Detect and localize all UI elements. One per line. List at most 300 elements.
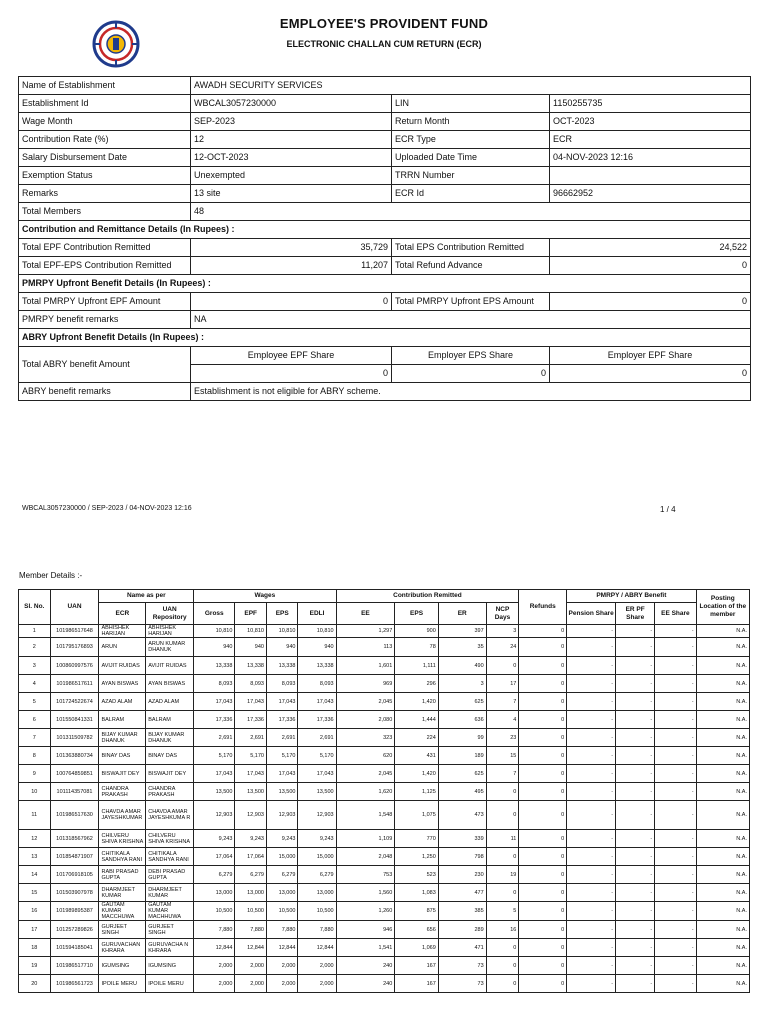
cell-pension-share: - bbox=[567, 765, 616, 783]
cell-name-ecr: BINAY DAS bbox=[99, 747, 146, 765]
cell-gross: 7,880 bbox=[194, 921, 235, 939]
cell-er-pf-share: - bbox=[616, 848, 655, 866]
cell-name-uan-repository: CHANDRA PRAKASH bbox=[146, 783, 194, 801]
cell-epf-wages: 2,691 bbox=[235, 729, 267, 747]
cell-sl-no: 10 bbox=[19, 783, 51, 801]
cell-gross: 17,064 bbox=[194, 848, 235, 866]
cell-refunds: 0 bbox=[519, 625, 567, 638]
cell-ee-share: - bbox=[655, 638, 696, 657]
cell-er-pf-share: - bbox=[616, 657, 655, 675]
cell-ncp-days: 0 bbox=[486, 939, 519, 957]
cell-epf-wages: 12,903 bbox=[235, 801, 267, 830]
cell-eps-contribution: 224 bbox=[395, 729, 439, 747]
trrn-number bbox=[550, 167, 751, 185]
cell-edli-wages: 10,500 bbox=[298, 902, 336, 921]
cell-ncp-days: 4 bbox=[486, 711, 519, 729]
label-exemption-status: Exemption Status bbox=[19, 167, 191, 185]
cell-epf-wages: 5,170 bbox=[235, 747, 267, 765]
cell-edli-wages: 2,000 bbox=[298, 957, 336, 975]
cell-ee: 969 bbox=[336, 675, 395, 693]
cell-ee: 620 bbox=[336, 747, 395, 765]
cell-posting-location: N.A. bbox=[696, 957, 749, 975]
cell-sl-no: 4 bbox=[19, 675, 51, 693]
cell-edli-wages: 13,500 bbox=[298, 783, 336, 801]
cell-sl-no: 20 bbox=[19, 975, 51, 993]
cell-refunds: 0 bbox=[519, 830, 567, 848]
cell-eps-contribution: 1,069 bbox=[395, 939, 439, 957]
cell-er-pf-share: - bbox=[616, 866, 655, 884]
cell-refunds: 0 bbox=[519, 939, 567, 957]
cell-refunds: 0 bbox=[519, 765, 567, 783]
cell-sl-no: 13 bbox=[19, 848, 51, 866]
cell-epf-wages: 8,093 bbox=[235, 675, 267, 693]
cell-eps-contribution: 167 bbox=[395, 975, 439, 993]
cell-epf-wages: 6,279 bbox=[235, 866, 267, 884]
table-row bbox=[19, 693, 750, 711]
cell-ncp-days: 7 bbox=[486, 765, 519, 783]
header-ncp-days: NCP Days bbox=[486, 603, 519, 625]
cell-eps-contribution: 1,125 bbox=[395, 783, 439, 801]
cell-epf-wages: 10,810 bbox=[235, 625, 267, 638]
cell-pension-share: - bbox=[567, 625, 616, 638]
label-abry-remarks: ABRY benefit remarks bbox=[19, 383, 191, 401]
cell-uan: 100860997576 bbox=[50, 657, 99, 675]
cell-epf-wages: 17,043 bbox=[235, 693, 267, 711]
cell-pension-share: - bbox=[567, 884, 616, 902]
cell-refunds: 0 bbox=[519, 783, 567, 801]
header-pension-share: Pension Share bbox=[567, 603, 616, 625]
cell-ee-share: - bbox=[655, 848, 696, 866]
label-total-members: Total Members bbox=[19, 203, 191, 221]
cell-name-ecr: BISWAJIT DEY bbox=[99, 765, 146, 783]
cell-edli-wages: 2,000 bbox=[298, 975, 336, 993]
label-total-eps: Total EPS Contribution Remitted bbox=[392, 239, 550, 257]
cell-eps-wages: 7,880 bbox=[266, 921, 298, 939]
cell-name-ecr: AVIJIT RUIDAS bbox=[99, 657, 146, 675]
cell-epf-wages: 10,500 bbox=[235, 902, 267, 921]
cell-er-pf-share: - bbox=[616, 783, 655, 801]
table-row bbox=[19, 783, 750, 801]
table-row bbox=[19, 848, 750, 866]
table-row bbox=[19, 866, 750, 884]
cell-uan: 101550841331 bbox=[50, 711, 99, 729]
cell-uan: 101986517611 bbox=[50, 675, 99, 693]
cell-er: 477 bbox=[438, 884, 486, 902]
cell-er-pf-share: - bbox=[616, 957, 655, 975]
cell-eps-wages: 12,844 bbox=[266, 939, 298, 957]
cell-edli-wages: 2,691 bbox=[298, 729, 336, 747]
cell-eps-contribution: 1,111 bbox=[395, 657, 439, 675]
cell-gross: 10,500 bbox=[194, 902, 235, 921]
cell-name-uan-repository: AYAN BISWAS bbox=[146, 675, 194, 693]
table-row bbox=[19, 625, 750, 638]
cell-edli-wages: 15,000 bbox=[298, 848, 336, 866]
table-row bbox=[19, 711, 750, 729]
abry-col-employer-eps: Employer EPS Share bbox=[392, 347, 550, 365]
cell-posting-location: N.A. bbox=[696, 729, 749, 747]
cell-gross: 13,500 bbox=[194, 783, 235, 801]
table-row bbox=[19, 729, 750, 747]
pmrpy-heading: PMRPY Upfront Benefit Details (In Rupees) : bbox=[19, 275, 751, 293]
cell-eps-contribution: 656 bbox=[395, 921, 439, 939]
cell-er-pf-share: - bbox=[616, 675, 655, 693]
cell-er-pf-share: - bbox=[616, 765, 655, 783]
cell-name-ecr: AYAN BISWAS bbox=[99, 675, 146, 693]
cell-refunds: 0 bbox=[519, 902, 567, 921]
cell-er-pf-share: - bbox=[616, 747, 655, 765]
cell-ee-share: - bbox=[655, 902, 696, 921]
cell-ee-share: - bbox=[655, 783, 696, 801]
cell-ee: 240 bbox=[336, 957, 395, 975]
cell-ee-share: - bbox=[655, 625, 696, 638]
cell-refunds: 0 bbox=[519, 729, 567, 747]
header-pmrpy-abry: PMRPY / ABRY Benefit bbox=[567, 590, 696, 603]
cell-eps-wages: 13,338 bbox=[266, 657, 298, 675]
abry-col-employer-epf: Employer EPF Share bbox=[550, 347, 751, 365]
cell-name-uan-repository: DHARMJEET KUMAR bbox=[146, 884, 194, 902]
table-row bbox=[19, 884, 750, 902]
cell-eps-contribution: 875 bbox=[395, 902, 439, 921]
cell-epf-wages: 7,880 bbox=[235, 921, 267, 939]
table-row bbox=[19, 801, 750, 830]
cell-name-uan-repository: IGUMSING bbox=[146, 957, 194, 975]
abry-heading: ABRY Upfront Benefit Details (In Rupees) : bbox=[19, 329, 751, 347]
cell-ncp-days: 15 bbox=[486, 747, 519, 765]
cell-posting-location: N.A. bbox=[696, 675, 749, 693]
cell-refunds: 0 bbox=[519, 693, 567, 711]
cell-uan: 101363880734 bbox=[50, 747, 99, 765]
cell-ee: 113 bbox=[336, 638, 395, 657]
cell-pension-share: - bbox=[567, 902, 616, 921]
cell-ee: 753 bbox=[336, 866, 395, 884]
cell-er: 636 bbox=[438, 711, 486, 729]
cell-ee: 1,260 bbox=[336, 902, 395, 921]
cell-name-ecr: CHILVERU SHIVA KRISHNA bbox=[99, 830, 146, 848]
cell-gross: 2,691 bbox=[194, 729, 235, 747]
cell-gross: 2,000 bbox=[194, 975, 235, 993]
cell-epf-wages: 940 bbox=[235, 638, 267, 657]
cell-name-uan-repository: DEBI PRASAD GUPTA bbox=[146, 866, 194, 884]
cell-sl-no: 18 bbox=[19, 939, 51, 957]
cell-epf-wages: 17,064 bbox=[235, 848, 267, 866]
cell-refunds: 0 bbox=[519, 884, 567, 902]
table-row bbox=[19, 657, 750, 675]
cell-pension-share: - bbox=[567, 830, 616, 848]
label-ecr-id: ECR Id bbox=[392, 185, 550, 203]
cell-gross: 13,000 bbox=[194, 884, 235, 902]
table-row bbox=[19, 975, 750, 993]
lin-value: 1150255735 bbox=[550, 95, 751, 113]
cell-pension-share: - bbox=[567, 729, 616, 747]
cell-ee-share: - bbox=[655, 693, 696, 711]
cell-ee-share: - bbox=[655, 729, 696, 747]
cell-epf-wages: 17,043 bbox=[235, 765, 267, 783]
cell-name-ecr: GURUVACHAN KHRARA bbox=[99, 939, 146, 957]
cell-er-pf-share: - bbox=[616, 830, 655, 848]
cell-ee: 1,601 bbox=[336, 657, 395, 675]
cell-ee-share: - bbox=[655, 711, 696, 729]
cell-ee-share: - bbox=[655, 939, 696, 957]
cell-uan: 101795176893 bbox=[50, 638, 99, 657]
cell-ee: 1,548 bbox=[336, 801, 395, 830]
cell-gross: 17,043 bbox=[194, 693, 235, 711]
cell-uan: 101594185041 bbox=[50, 939, 99, 957]
label-establishment-id: Establishment Id bbox=[19, 95, 191, 113]
cell-er-pf-share: - bbox=[616, 975, 655, 993]
cell-eps-contribution: 1,420 bbox=[395, 693, 439, 711]
cell-eps-contribution: 900 bbox=[395, 625, 439, 638]
cell-refunds: 0 bbox=[519, 921, 567, 939]
cell-gross: 8,093 bbox=[194, 675, 235, 693]
ecr-type: ECR bbox=[550, 131, 751, 149]
cell-posting-location: N.A. bbox=[696, 783, 749, 801]
cell-ee: 2,048 bbox=[336, 848, 395, 866]
cell-name-ecr: GURJEET SINGH bbox=[99, 921, 146, 939]
cell-eps-contribution: 770 bbox=[395, 830, 439, 848]
cell-er-pf-share: - bbox=[616, 921, 655, 939]
cell-uan: 101854871907 bbox=[50, 848, 99, 866]
abry-col-employee-epf: Employee EPF Share bbox=[191, 347, 392, 365]
header-eps: EPS bbox=[266, 603, 298, 625]
cell-sl-no: 15 bbox=[19, 884, 51, 902]
cell-uan: 101986561723 bbox=[50, 975, 99, 993]
cell-er: 73 bbox=[438, 957, 486, 975]
cell-uan: 101114357081 bbox=[50, 783, 99, 801]
cell-sl-no: 3 bbox=[19, 657, 51, 675]
cell-pension-share: - bbox=[567, 957, 616, 975]
cell-gross: 10,810 bbox=[194, 625, 235, 638]
table-row bbox=[19, 939, 750, 957]
cell-uan: 101986517710 bbox=[50, 957, 99, 975]
cell-edli-wages: 6,279 bbox=[298, 866, 336, 884]
cell-ncp-days: 7 bbox=[486, 693, 519, 711]
header-contribution-remitted: Contribution Remitted bbox=[336, 590, 519, 603]
cell-ee-share: - bbox=[655, 884, 696, 902]
cell-edli-wages: 9,243 bbox=[298, 830, 336, 848]
cell-uan: 101986517648 bbox=[50, 625, 99, 638]
cell-ee: 2,045 bbox=[336, 693, 395, 711]
cell-ncp-days: 0 bbox=[486, 848, 519, 866]
cell-eps-wages: 8,093 bbox=[266, 675, 298, 693]
cell-ee-share: - bbox=[655, 765, 696, 783]
pmrpy-remarks: NA bbox=[191, 311, 751, 329]
header-edli: EDLI bbox=[298, 603, 336, 625]
cell-ncp-days: 16 bbox=[486, 921, 519, 939]
label-pmrpy-eps: Total PMRPY Upfront EPS Amount bbox=[392, 293, 550, 311]
cell-gross: 12,903 bbox=[194, 801, 235, 830]
cell-ncp-days: 19 bbox=[486, 866, 519, 884]
cell-name-ecr: BALRAM bbox=[99, 711, 146, 729]
cell-eps-contribution: 1,083 bbox=[395, 884, 439, 902]
header-epf: EPF bbox=[235, 603, 267, 625]
cell-uan: 101318567962 bbox=[50, 830, 99, 848]
cell-eps-wages: 12,903 bbox=[266, 801, 298, 830]
cell-er-pf-share: - bbox=[616, 638, 655, 657]
label-ecr-type: ECR Type bbox=[392, 131, 550, 149]
table-row bbox=[19, 921, 750, 939]
cell-er-pf-share: - bbox=[616, 693, 655, 711]
cell-gross: 12,844 bbox=[194, 939, 235, 957]
cell-name-uan-repository: GAUTAM KUMAR MACHHUWA bbox=[146, 902, 194, 921]
cell-er-pf-share: - bbox=[616, 711, 655, 729]
abry-employee-epf: 0 bbox=[191, 365, 392, 383]
cell-epf-wages: 2,000 bbox=[235, 975, 267, 993]
header-ee: EE bbox=[336, 603, 395, 625]
cell-refunds: 0 bbox=[519, 975, 567, 993]
cell-uan: 101706918105 bbox=[50, 866, 99, 884]
label-wage-month: Wage Month bbox=[19, 113, 191, 131]
cell-ee-share: - bbox=[655, 801, 696, 830]
cell-uan: 101989895387 bbox=[50, 902, 99, 921]
cell-name-uan-repository: BALRAM bbox=[146, 711, 194, 729]
cell-ee-share: - bbox=[655, 921, 696, 939]
cell-name-ecr: ABHISHEK HARIJAN bbox=[99, 625, 146, 638]
cell-edli-wages: 7,880 bbox=[298, 921, 336, 939]
header-refunds: Refunds bbox=[519, 590, 567, 625]
contribution-rate: 12 bbox=[191, 131, 392, 149]
establishment-name: AWADH SECURITY SERVICES bbox=[191, 77, 751, 95]
cell-eps-contribution: 431 bbox=[395, 747, 439, 765]
cell-eps-wages: 2,000 bbox=[266, 957, 298, 975]
cell-name-uan-repository: BINAY DAS bbox=[146, 747, 194, 765]
cell-er: 490 bbox=[438, 657, 486, 675]
cell-name-ecr: BIJAY KUMAR DHANUK bbox=[99, 729, 146, 747]
cell-edli-wages: 13,000 bbox=[298, 884, 336, 902]
total-epf: 35,729 bbox=[191, 239, 392, 257]
cell-posting-location: N.A. bbox=[696, 921, 749, 939]
cell-sl-no: 5 bbox=[19, 693, 51, 711]
member-details-table bbox=[18, 589, 750, 993]
cell-name-uan-repository: AZAD ALAM bbox=[146, 693, 194, 711]
cell-ee: 240 bbox=[336, 975, 395, 993]
label-remarks: Remarks bbox=[19, 185, 191, 203]
cell-er: 471 bbox=[438, 939, 486, 957]
cell-gross: 940 bbox=[194, 638, 235, 657]
pmrpy-epf: 0 bbox=[191, 293, 392, 311]
cell-ee: 2,045 bbox=[336, 765, 395, 783]
label-total-refund: Total Refund Advance bbox=[392, 257, 550, 275]
cell-ee: 1,541 bbox=[336, 939, 395, 957]
cell-er: 339 bbox=[438, 830, 486, 848]
cell-gross: 5,170 bbox=[194, 747, 235, 765]
cell-epf-wages: 13,338 bbox=[235, 657, 267, 675]
cell-edli-wages: 12,903 bbox=[298, 801, 336, 830]
cell-eps-wages: 17,336 bbox=[266, 711, 298, 729]
pmrpy-eps: 0 bbox=[550, 293, 751, 311]
cell-ncp-days: 0 bbox=[486, 975, 519, 993]
cell-posting-location: N.A. bbox=[696, 711, 749, 729]
cell-posting-location: N.A. bbox=[696, 638, 749, 657]
cell-ncp-days: 3 bbox=[486, 625, 519, 638]
label-pmrpy-remarks: PMRPY benefit remarks bbox=[19, 311, 191, 329]
cell-ncp-days: 0 bbox=[486, 657, 519, 675]
label-name-of-establishment: Name of Establishment bbox=[19, 77, 191, 95]
table-row bbox=[19, 747, 750, 765]
header-wages: Wages bbox=[194, 590, 336, 603]
cell-ee: 2,080 bbox=[336, 711, 395, 729]
cell-name-ecr: CHAVDA AMAR JAYESHKUMAR bbox=[99, 801, 146, 830]
cell-epf-wages: 12,844 bbox=[235, 939, 267, 957]
label-trrn-number: TRRN Number bbox=[392, 167, 550, 185]
cell-posting-location: N.A. bbox=[696, 693, 749, 711]
header-uan: UAN bbox=[50, 590, 99, 625]
total-epf-eps: 11,207 bbox=[191, 257, 392, 275]
cell-refunds: 0 bbox=[519, 711, 567, 729]
cell-pension-share: - bbox=[567, 801, 616, 830]
cell-er: 473 bbox=[438, 801, 486, 830]
cell-er: 35 bbox=[438, 638, 486, 657]
cell-sl-no: 11 bbox=[19, 801, 51, 830]
cell-eps-wages: 10,500 bbox=[266, 902, 298, 921]
cell-sl-no: 12 bbox=[19, 830, 51, 848]
cell-ee-share: - bbox=[655, 657, 696, 675]
cell-er: 385 bbox=[438, 902, 486, 921]
cell-posting-location: N.A. bbox=[696, 765, 749, 783]
cell-epf-wages: 13,000 bbox=[235, 884, 267, 902]
cell-gross: 2,000 bbox=[194, 957, 235, 975]
table-row bbox=[19, 675, 750, 693]
cell-ncp-days: 0 bbox=[486, 801, 519, 830]
contribution-heading: Contribution and Remittance Details (In Rupees) : bbox=[19, 221, 751, 239]
cell-uan: 100764859851 bbox=[50, 765, 99, 783]
label-contribution-rate: Contribution Rate (%) bbox=[19, 131, 191, 149]
cell-ncp-days: 23 bbox=[486, 729, 519, 747]
cell-er: 625 bbox=[438, 693, 486, 711]
cell-pension-share: - bbox=[567, 711, 616, 729]
cell-sl-no: 1 bbox=[19, 625, 51, 638]
cell-name-ecr: AZAD ALAM bbox=[99, 693, 146, 711]
page-number: 1 / 4 bbox=[660, 505, 676, 514]
table-row bbox=[19, 765, 750, 783]
label-abry-total: Total ABRY benefit Amount bbox=[19, 347, 191, 383]
cell-edli-wages: 17,043 bbox=[298, 765, 336, 783]
cell-ncp-days: 0 bbox=[486, 783, 519, 801]
cell-edli-wages: 8,093 bbox=[298, 675, 336, 693]
cell-ee: 1,297 bbox=[336, 625, 395, 638]
cell-eps-wages: 6,279 bbox=[266, 866, 298, 884]
uploaded-date: 04-NOV-2023 12:16 bbox=[550, 149, 751, 167]
header-ecr: ECR bbox=[99, 603, 146, 625]
label-return-month: Return Month bbox=[392, 113, 550, 131]
cell-ee: 946 bbox=[336, 921, 395, 939]
cell-eps-wages: 15,000 bbox=[266, 848, 298, 866]
label-pmrpy-epf: Total PMRPY Upfront EPF Amount bbox=[19, 293, 191, 311]
cell-pension-share: - bbox=[567, 921, 616, 939]
cell-er: 230 bbox=[438, 866, 486, 884]
cell-er-pf-share: - bbox=[616, 902, 655, 921]
document-title: EMPLOYEE'S PROVIDENT FUND bbox=[279, 16, 489, 31]
label-lin: LIN bbox=[392, 95, 550, 113]
table-row bbox=[19, 957, 750, 975]
cell-eps-wages: 5,170 bbox=[266, 747, 298, 765]
cell-posting-location: N.A. bbox=[696, 866, 749, 884]
table-row bbox=[19, 638, 750, 657]
cell-sl-no: 19 bbox=[19, 957, 51, 975]
cell-er: 99 bbox=[438, 729, 486, 747]
cell-refunds: 0 bbox=[519, 957, 567, 975]
cell-ee-share: - bbox=[655, 975, 696, 993]
cell-sl-no: 9 bbox=[19, 765, 51, 783]
cell-pension-share: - bbox=[567, 638, 616, 657]
total-members: 48 bbox=[191, 203, 751, 221]
remarks: 13 site bbox=[191, 185, 392, 203]
cell-ncp-days: 17 bbox=[486, 675, 519, 693]
cell-er-pf-share: - bbox=[616, 939, 655, 957]
cell-name-uan-repository: CHILVERU SHIVA KRISHNA bbox=[146, 830, 194, 848]
header-gross: Gross bbox=[194, 603, 235, 625]
cell-eps-wages: 17,043 bbox=[266, 693, 298, 711]
cell-name-ecr: CHITIKALA SANDHYA RANI bbox=[99, 848, 146, 866]
